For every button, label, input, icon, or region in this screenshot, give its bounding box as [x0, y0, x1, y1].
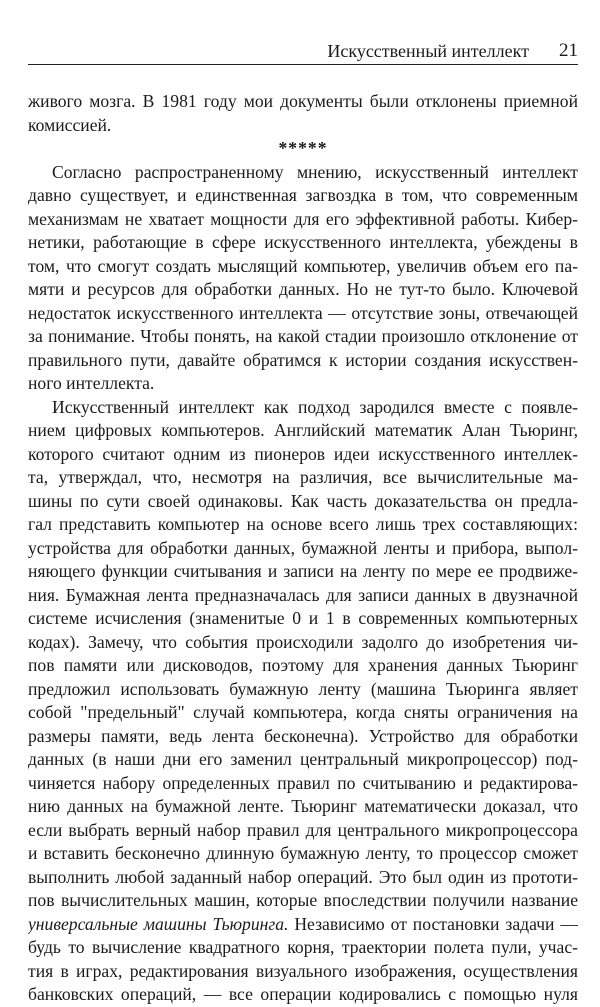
- text-line: размеры памяти, ведь лента бесконечна). Устройство для обработки: [28, 725, 578, 746]
- text-line: предложил использовать бумажную ленту (машина Тьюринга являет: [28, 678, 578, 699]
- text-line: та, утверждал, что, несмотря на различия, все вычислительные ма-: [28, 467, 578, 487]
- text-line: устройства для обработки данных, бумажной ленты и прибора, выпол-: [28, 537, 578, 558]
- text-line: давно существует, и единственная загвоздка в том, что современным: [28, 185, 578, 205]
- text-line: гал представить компьютер на основе всего лишь трех составляющих:: [28, 514, 578, 534]
- text-line-italic: [28, 913, 578, 937]
- text-line: кодах). Замечу, что события происходили задолго до изобретения чи-: [28, 631, 578, 652]
- text-line: комиссией.: [28, 114, 112, 135]
- text-line: пов памяти или дисководов, поэтому для хранения данных Тьюринг: [28, 655, 578, 675]
- text-line: Искусственный интеллект как подход зародился вместе с появле-: [52, 396, 578, 417]
- text-line: ного интеллекта.: [28, 373, 155, 393]
- text-line: нием цифровых компьютеров. Английский математик Алан Тьюринг,: [28, 420, 578, 440]
- text-line: правильного пути, давайте обратимся к истории создания искусствен-: [28, 349, 578, 370]
- text-line: механизмам не хватает мощности для его эффективной работы. Кибер-: [28, 208, 578, 229]
- text-line: за понимание. Чтобы понять, на какой стадии произошло отклонение от: [28, 326, 578, 346]
- text-line: которого считают одним из пионеров идеи искусственного интеллек-: [28, 443, 578, 464]
- text-line: живого мозга. В 1981 году мои документы были отклонены приемной: [28, 91, 578, 111]
- text-line: тия в играх, редактирования визуального изображения, осуществления: [28, 960, 578, 981]
- text-line: будь то вычисление квадратного корня, траектории полета пули, учас-: [28, 937, 578, 957]
- text-line: выполнить любой заданный набор операций. Это был один из прототи-: [28, 866, 578, 887]
- text-line: ния. Бумажная лента предназначалась для записи данных в двузначной: [28, 584, 578, 605]
- text-line: нетики, работающие в сфере искусственного интеллекта, убеждены в: [28, 232, 578, 252]
- section-separator: *****: [278, 138, 328, 158]
- text-line: если выбрать верный набор правил для центрального микропроцессора: [28, 819, 578, 840]
- text-line: няющего функции считывания и записи на ленту по мере ее продвиже-: [28, 561, 578, 581]
- text-line: банковских операций, — все операции кодировались с помощью нуля: [28, 984, 578, 1004]
- text-line: Согласно распространенному мнению, искусственный интеллект: [52, 161, 578, 182]
- section-title: Искусственный интеллект: [327, 41, 529, 61]
- text-line: недостаток искусственного интеллекта — отсутствие зоны, отвечающей: [28, 302, 578, 323]
- text-line: том, что смогут создать мыслящий компьютер, увеличив объем его па-: [28, 255, 578, 276]
- italic-term: универсальные машины Тьюринга.: [28, 913, 289, 934]
- text-fragment: Независимо от постановки задачи —: [288, 913, 578, 934]
- text-line: и вставить бесконечно длинную бумажную ленту, то процессор сможет: [28, 843, 578, 863]
- body-text: [28, 90, 578, 1007]
- text-line: шины по сути своей одинаковы. Как часть доказательства он предла-: [28, 490, 578, 511]
- text-line: нию данных на бумажной ленте. Тьюринг математически доказал, что: [28, 796, 578, 816]
- text-line: мяти и ресурсов для обработки данных. Но не тут-то было. Ключевой: [28, 279, 578, 299]
- page-number: 21: [559, 40, 578, 61]
- text-line: собой "предельный" случай компьютера, когда сняты ограничения на: [28, 702, 578, 722]
- text-line: данных (в наши дни его заменил центральный микропроцессор) под-: [28, 749, 578, 769]
- text-line: системе исчисления (знаменитые 0 и 1 в современных компьютерных: [28, 608, 578, 628]
- text-line: пов вычислительных машин, которые впоследствии получили название: [28, 890, 578, 910]
- running-header: [28, 36, 578, 65]
- text-line: чиняется набору определенных правил по считыванию и редактирова-: [28, 772, 578, 793]
